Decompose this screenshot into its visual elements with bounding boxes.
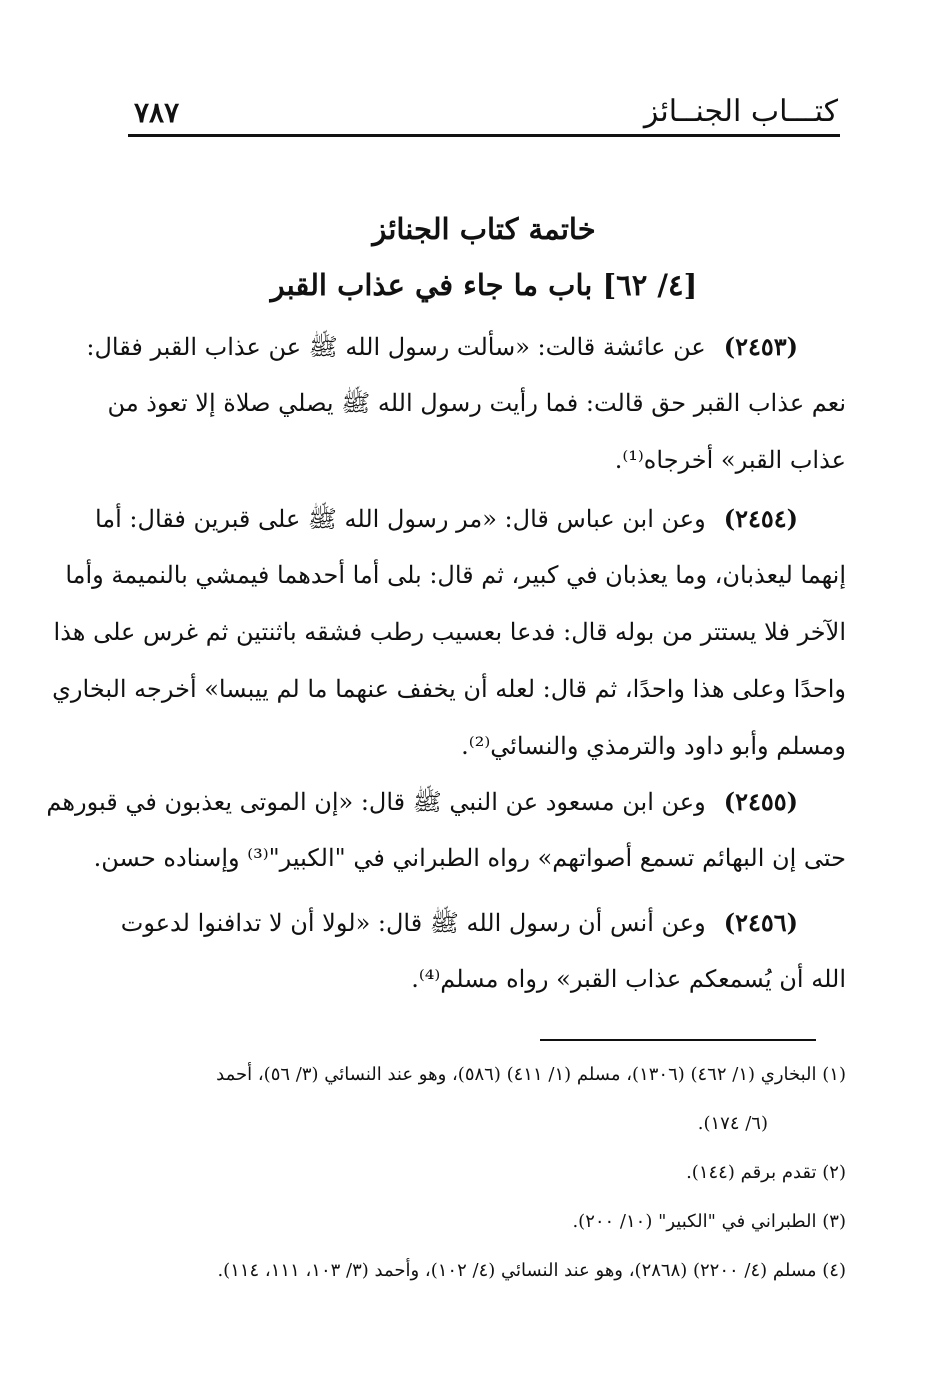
hadith-number: (٢٤٥٣) — [723, 332, 798, 361]
footnote: (٤) مسلم (٤/ ٢٢٠٠) (٢٨٦٨)، وهو عند النسائي (٤/ ١٠٢)، وأحمد (٣/ ١٠٣، ١١١، ١١٤). — [217, 1260, 846, 1281]
hadith-line: واحدًا وعلى هذا واحدًا، ثم قال: لعله أن يخفف عنهما ما لم ييبسا» أخرجه البخاري — [52, 675, 846, 703]
hadith-2456 — [120, 894, 846, 1008]
page-number: ٧٨٧ — [134, 96, 180, 129]
hadith-line — [120, 894, 846, 951]
hadith-line — [86, 318, 846, 375]
chapter-title: [٤/ ٦٢] باب ما جاء في عذاب القبر — [270, 268, 698, 302]
hadith-line — [46, 773, 846, 830]
hadith-text: عن عائشة قالت: «سألت رسول الله ﷺ عن عذاب القبر فقال: — [86, 333, 706, 361]
footnote: (٢) تقدم برقم (١٤٤). — [686, 1162, 846, 1183]
hadith-number: (٢٤٥٤) — [723, 504, 798, 533]
footnote: (٣) الطبراني في "الكبير" (١٠/ ٢٠٠). — [572, 1211, 846, 1232]
footnote-separator — [540, 1039, 816, 1041]
hadith-line: نعم عذاب القبر حق قالت: فما رأيت رسول الله ﷺ يصلي صلاة إلا تعوذ من — [107, 389, 846, 417]
hadith-2453 — [86, 318, 846, 489]
footnotes — [130, 1050, 846, 1295]
hadith-text: وعن ابن مسعود عن النبي ﷺ قال: «إن الموتى يعذبون في قبورهم — [46, 788, 706, 816]
hadith-line: عذاب القبر» أخرجاه⁽¹⁾. — [614, 446, 846, 474]
hadith-number: (٢٤٥٦) — [723, 908, 798, 937]
hadith-number: (٢٤٥٥) — [723, 787, 798, 816]
hadith-line: إنهما ليعذبان، وما يعذبان في كبير، ثم قال: بلى أما أحدهما فيمشي بالنميمة وأما — [65, 561, 846, 589]
hadith-line — [94, 490, 846, 547]
hadith-text: وعن أنس أن رسول الله ﷺ قال: «لولا أن لا تدافنوا لدعوت — [120, 909, 706, 937]
hadith-line: حتى إن البهائم تسمع أصواتهم» رواه الطبراني في "الكبير"⁽³⁾ وإسناده حسن. — [93, 844, 846, 872]
footnote: (١) البخاري (١/ ٤٦٢) (١٣٠٦)، مسلم (١/ ٤١١) (٥٨٦)، وهو عند النسائي (٣/ ٥٦)، أحمد — [216, 1064, 846, 1085]
book-title: كتـــاب الجنــائز — [643, 94, 838, 129]
hadith-line: ومسلم وأبو داود والترمذي والنسائي⁽²⁾. — [461, 732, 846, 760]
section-title: خاتمة كتاب الجنائز — [372, 212, 596, 246]
header-rule — [128, 134, 840, 137]
hadith-2455 — [46, 773, 846, 887]
footnote-continuation: (٦/ ١٧٤). — [697, 1113, 768, 1134]
hadith-line: الآخر فلا يستتر من بوله قال: فدعا بعسيب رطب فشقه باثنتين ثم غرس على هذا — [53, 618, 846, 646]
running-header — [128, 92, 840, 136]
hadith-2454 — [52, 490, 846, 775]
hadith-text: وعن ابن عباس قال: «مر رسول الله ﷺ على قبرين فقال: أما — [94, 505, 706, 533]
hadith-line: الله أن يُسمعكم عذاب القبر» رواه مسلم⁽⁴⁾. — [411, 965, 846, 993]
